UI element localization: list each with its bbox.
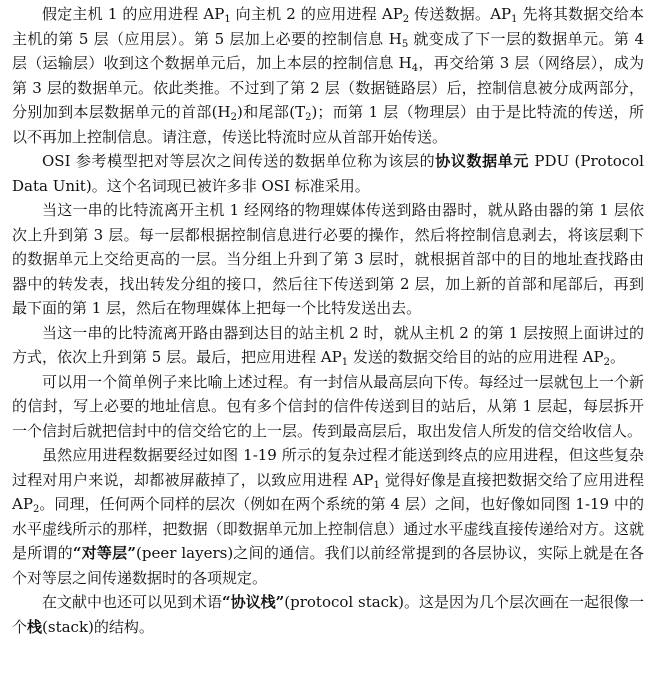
bold-term: “对等层” [72, 544, 136, 562]
paragraph-protocol-stack [12, 590, 644, 639]
text-segment: )和尾部(T [236, 103, 306, 121]
text-segment: 向主机 2 的应用进程 AP [230, 5, 403, 23]
text-segment: 假定主机 1 的应用进程 AP [42, 5, 225, 23]
text-segment: ，再交给第 3 层（网络层），成为第 3 层的数据单元。依此类推。不过到了第 2 层（数据链路层）后，控制信息被分成两部分，分别加到本层数据单元的首部(H [12, 54, 644, 121]
text-segment: 就变成了下一层的数据单元。第 4 层（运输层）收到这个数据单元后，加上本层的控制信息 H [12, 29, 644, 72]
text-segment: 先将其数据交给本主机的第 5 层（应用层）。第 5 层加上必要的控制信息 H [12, 5, 644, 48]
text-segment: (peer layers)之间的通信。我们以前经常提到的各层协议，实际上就是在各个对等层之间传递数据时的各项规定。 [12, 544, 644, 587]
subscript: 2 [230, 112, 237, 123]
paragraph-peer-layers [12, 443, 644, 590]
text-segment: 觉得好像是直接把数据交给了应用进程 AP [12, 470, 644, 513]
subscript: 2 [402, 14, 410, 25]
subscript: 4 [411, 63, 419, 74]
text-segment: OSI 参考模型把对等层次之间传送的数据单位称为该层的 [42, 152, 436, 170]
text-segment: 传送数据。AP [409, 5, 512, 23]
text-segment: 。 [610, 348, 626, 366]
text-segment: 虽然应用进程数据要经过如图 1-19 所示的复杂过程才能送到终点的应用进程，但这些复杂过程对用户来说，却都被屏蔽掉了，以致应用进程 AP [12, 446, 644, 489]
subscript: 2 [305, 112, 312, 123]
bold-term: “协议栈” [222, 593, 285, 611]
text-segment: 发送的数据交给目的站的应用进程 AP [348, 348, 604, 366]
subscript: 2 [32, 504, 40, 515]
subscript: 1 [224, 14, 231, 25]
text-segment: (protocol stack)。这是因为几个层次画在一起很像一个 [12, 593, 645, 636]
bold-term: 协议数据单元 [435, 152, 529, 170]
subscript: 2 [603, 357, 610, 368]
paragraph-envelope-analogy [12, 370, 644, 444]
subscript: 1 [511, 14, 518, 25]
text-segment: )；而第 1 层（物理层）由于是比特流的传送，所以不再加上控制信息。请注意，传送比特流时应从首部开始传送。 [12, 103, 644, 146]
bold-term: 栈 [27, 617, 43, 636]
text-segment: 当这一串的比特流离开主机 1 经网络的物理媒体传送到路由器时，就从路由器的第 1 层依次上升到第 3 层。每一层都根据控制信息进行必要的操作，然后将控制信息剥去，将该层剩下的数据单元上交给更高的一层。当分组上升到了第 3 层时，就根据首部中的目的地址查找路由器中的转发表，找出转发分组的接口，然后往下传送到第 2 层，加上新的首部和尾部后，再到最下面的第 1 层，然后在物理媒体上把每一个比特发送出去。 [12, 201, 644, 317]
paragraph-destination-host [12, 321, 644, 370]
paragraph-router-forwarding [12, 198, 644, 321]
paragraph-ap-data-transfer [12, 2, 644, 149]
text-segment: 当这一串的比特流离开路由器到达目的站主机 2 时，就从主机 2 的第 1 层按照上面讲过的方式，依次上升到第 5 层。最后，把应用进程 AP [12, 323, 644, 366]
text-segment: (stack)的结构。 [42, 617, 154, 636]
text-segment: 可以用一个简单例子来比喻上述过程。有一封信从最高层向下传。每经过一层就包上一个新的信封，写上必要的地址信息。包有多个信封的信件传送到目的站后，从第 1 层起，每层拆开一个信封后就把信封中的信交给它的上一层。传到最高层后，取出发信人所发的信交给收信人。 [12, 372, 644, 440]
subscript: 1 [373, 479, 380, 491]
paragraph-pdu-definition [12, 149, 644, 198]
subscript: 1 [341, 357, 349, 368]
subscript: 5 [401, 38, 409, 50]
text-segment: 。同理，任何两个同样的层次（例如在两个系统的第 4 层）之间，也好像如同图 1-19 中的水平虚线所示的那样，把数据（即数据单元加上控制信息）通过水平虚线直接传递给对方。这就是所谓的 [12, 495, 644, 562]
text-segment: 在文献中也还可以见到术语 [42, 593, 223, 611]
text-segment: PDU (Protocol Data Unit)。这个名词现已被许多非 OSI 标准采用。 [12, 152, 644, 195]
